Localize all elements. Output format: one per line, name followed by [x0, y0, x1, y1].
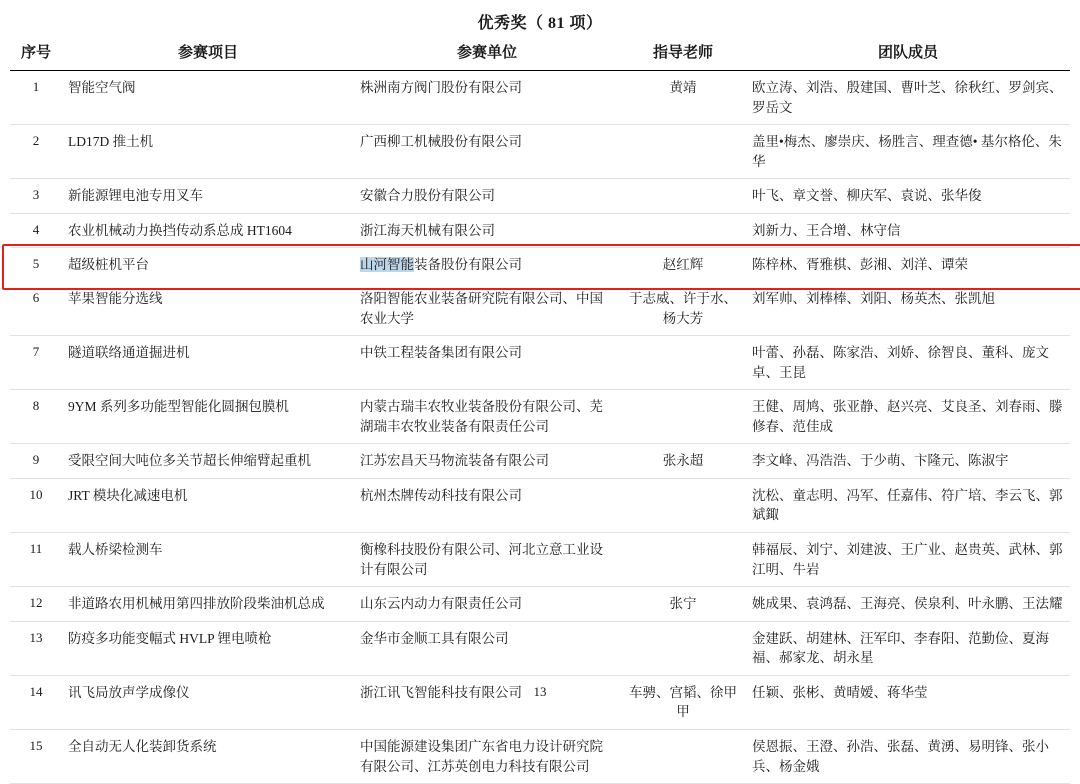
cell-no: 4: [10, 213, 62, 248]
cell-project: 9YM 系列多功能型智能化圆捆包膜机: [62, 390, 354, 444]
cell-teacher: [620, 478, 746, 532]
table-body: [10, 71, 1070, 784]
cell-teacher: 张宁: [620, 587, 746, 622]
cell-team: 叶蕾、孙磊、陈家浩、刘娇、徐智良、董科、庞文卓、王昆: [746, 336, 1070, 390]
cell-no: 14: [10, 675, 62, 729]
cell-teacher: 车骋、宫韬、徐甲甲: [620, 675, 746, 729]
cell-team: 盖里•梅杰、廖崇庆、杨胜言、理查德• 基尔格伦、朱华: [746, 125, 1070, 179]
column-header-unit: 参赛单位: [354, 39, 620, 71]
cell-project: 超级桩机平台: [68, 257, 149, 273]
table-header-row: [10, 39, 1070, 71]
cell-unit: 金华市金顺工具有限公司: [354, 621, 620, 675]
cell-unit: 山东云内动力有限责任公司: [354, 587, 620, 622]
cell-unit: 广西柳工机械股份有限公司: [354, 125, 620, 179]
cell-team: 刘新力、王合增、林守信: [746, 213, 1070, 248]
table-row: [10, 533, 1070, 587]
cell-teacher: 于志威、许于水、杨大芳: [620, 282, 746, 336]
cell-no: 8: [10, 390, 62, 444]
cell-project: 智能空气阀: [62, 71, 354, 125]
cell-project: 农业机械动力换挡传动系总成 HT1604: [62, 213, 354, 248]
table-row-highlighted: [10, 248, 1070, 282]
column-header-teacher: 指导老师: [620, 39, 746, 71]
cell-unit: 中铁工程装备集团有限公司: [354, 336, 620, 390]
cell-unit: 衡橡科技股份有限公司、河北立意工业设计有限公司: [354, 533, 620, 587]
cell-team: 叶飞、章文誉、柳庆军、袁说、张华俊: [746, 179, 1070, 214]
cell-team: 侯恩振、王澄、孙浩、张磊、黄湧、易明锋、张小兵、杨金娥: [746, 729, 1070, 783]
cell-teacher: 黄靖: [620, 71, 746, 125]
cell-project: 全自动无人化装卸货系统: [62, 729, 354, 783]
cell-no: 15: [10, 729, 62, 783]
cell-unit: 杭州杰牌传动科技有限公司: [354, 478, 620, 532]
column-header-team: 团队成员: [746, 39, 1070, 71]
cell-project: 新能源锂电池专用叉车: [62, 179, 354, 214]
cell-team: 陈梓林、胥雅棋、彭湘、刘洋、谭荣: [752, 257, 968, 273]
cell-no: 12: [10, 587, 62, 622]
table-row: [10, 390, 1070, 444]
table-row: [10, 125, 1070, 179]
cell-project: 防疫多功能变幅式 HVLP 锂电喷枪: [62, 621, 354, 675]
cell-no: 5: [32, 256, 40, 272]
cell-team: 任颖、张彬、黄晴嫒、蒋华莹: [746, 675, 1070, 729]
cell-team: 刘军帅、刘棒棒、刘阳、杨英杰、张凯旭: [746, 282, 1070, 336]
cell-project: 非道路农用机械用第四排放阶段柴油机总成: [62, 587, 354, 622]
column-header-project: 参赛项目: [62, 39, 354, 71]
cell-team: 姚成果、袁鸿磊、王海亮、侯泉利、叶永鹏、王法耀: [746, 587, 1070, 622]
cell-no: 9: [10, 444, 62, 479]
page-number: 13: [533, 684, 547, 699]
award-table: [10, 39, 1070, 784]
cell-project: 苹果智能分选线: [62, 282, 354, 336]
cell-team: 沈松、童志明、冯军、任嘉伟、符广培、李云飞、郭斌鋷: [746, 478, 1070, 532]
cell-unit: 中国能源建设集团广东省电力设计研究院有限公司、江苏英创电力科技有限公司: [354, 729, 620, 783]
cell-no: 10: [10, 478, 62, 532]
cell-unit: 内蒙古瑞丰农牧业装备股份有限公司、芜湖瑞丰农牧业装备有限责任公司: [354, 390, 620, 444]
cell-teacher: [620, 336, 746, 390]
cell-no: 2: [10, 125, 62, 179]
column-header-no: 序号: [10, 39, 62, 71]
table-row: [10, 444, 1070, 479]
cell-unit: 安徽合力股份有限公司: [354, 179, 620, 214]
cell-team: 欧立涛、刘浩、殷建国、曹叶芝、徐秋红、罗剑宾、罗岳文: [746, 71, 1070, 125]
table-row: [10, 478, 1070, 532]
cell-no: 11: [10, 533, 62, 587]
cell-no: 13: [10, 621, 62, 675]
cell-teacher: [620, 390, 746, 444]
table-row: [10, 587, 1070, 622]
cell-team: 韩福辰、刘宁、刘建波、王广业、赵贵英、武林、郭江明、牛岩: [746, 533, 1070, 587]
cell-team: 王健、周鸠、张亚静、赵兴亮、艾良圣、刘春雨、滕修春、范佳成: [746, 390, 1070, 444]
cell-unit: 江苏宏昌天马物流装备有限公司: [354, 444, 620, 479]
cell-no: 7: [10, 336, 62, 390]
cell-project: LD17D 推土机: [62, 125, 354, 179]
table-row: [10, 213, 1070, 248]
table-row: [10, 621, 1070, 675]
cell-teacher: [620, 125, 746, 179]
cell-teacher: [620, 213, 746, 248]
cell-teacher: [620, 179, 746, 214]
cell-unit: 株洲南方阀门股份有限公司: [354, 71, 620, 125]
cell-project: 隧道联络通道掘进机: [62, 336, 354, 390]
cell-project: JRT 模块化减速电机: [62, 478, 354, 532]
cell-project: 受限空间大吨位多关节超长伸缩臂起重机: [62, 444, 354, 479]
table-row: [10, 729, 1070, 783]
cell-project: 载人桥梁检测车: [62, 533, 354, 587]
cell-unit: [354, 248, 620, 282]
cell-unit: 浙江海天机械有限公司: [354, 213, 620, 248]
cell-unit: 洛阳智能农业装备研究院有限公司、中国农业大学: [354, 282, 620, 336]
cell-unit: 浙江讯飞智能科技有限公司: [354, 675, 620, 729]
cell-unit-rest: 装备股份有限公司: [414, 257, 522, 273]
table-row: [10, 336, 1070, 390]
cell-teacher: 赵红辉: [662, 257, 704, 273]
table-row: [10, 71, 1070, 125]
cell-team: 李文峰、冯浩浩、于少萌、卞隆元、陈淑宇: [746, 444, 1070, 479]
cell-teacher: [620, 729, 746, 783]
cell-project: 讯飞局放声学成像仪: [62, 675, 354, 729]
cell-teacher: 张永超: [620, 444, 746, 479]
cell-teacher: [620, 533, 746, 587]
cell-no: 6: [10, 282, 62, 336]
table-row: [10, 282, 1070, 336]
cell-no: 3: [10, 179, 62, 214]
selected-text[interactable]: 山河智能: [360, 257, 414, 273]
cell-no: 1: [10, 71, 62, 125]
cell-team: 金建跃、胡建林、汪军印、李春阳、范勤俭、夏海福、郝家龙、胡永星: [746, 621, 1070, 675]
table-row: [10, 179, 1070, 214]
page-title: 优秀奖（ 81 项）: [477, 15, 603, 32]
cell-teacher: [620, 621, 746, 675]
